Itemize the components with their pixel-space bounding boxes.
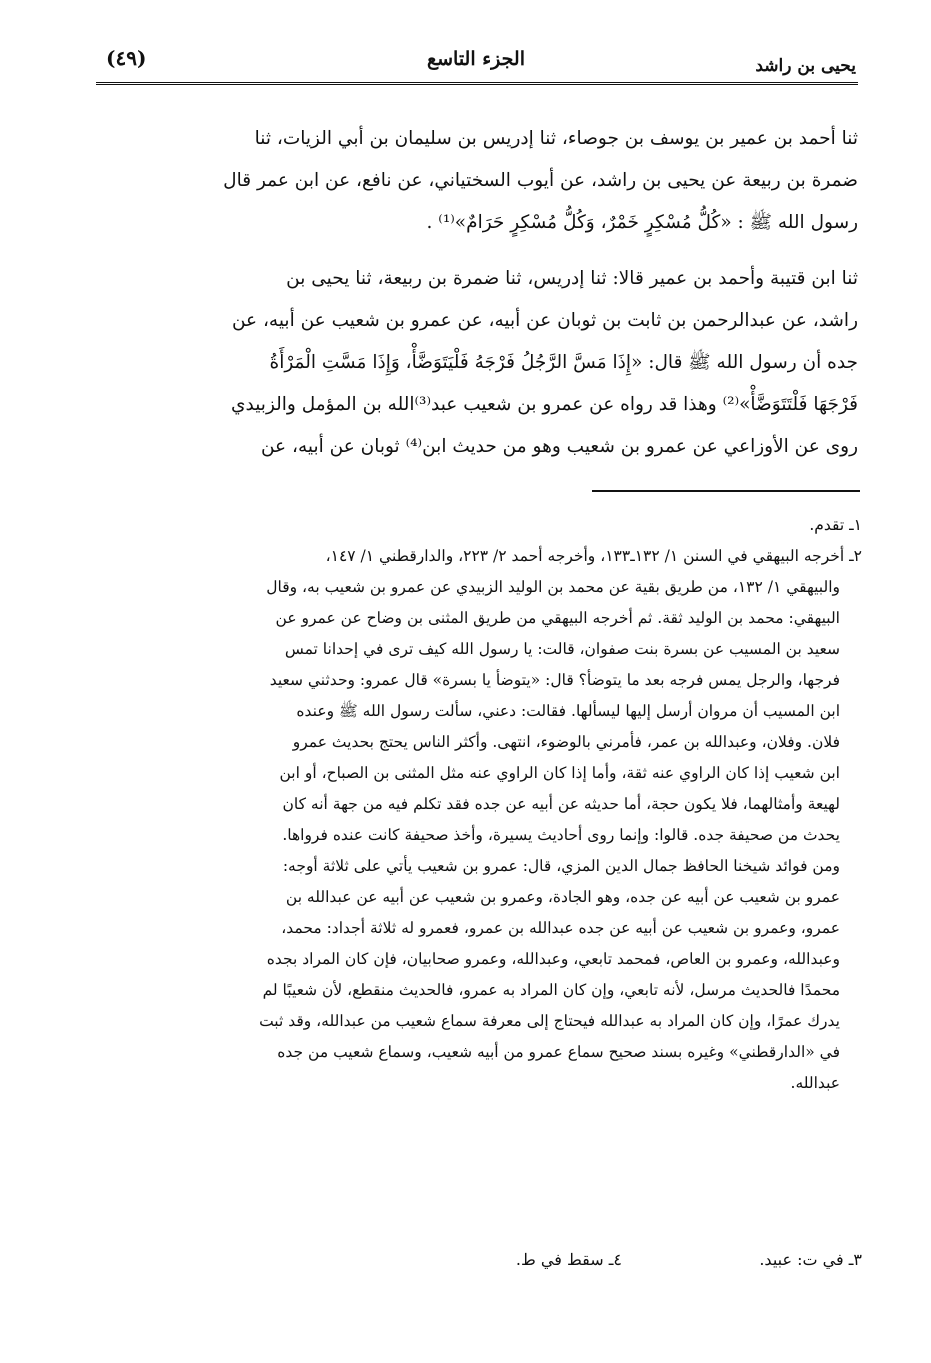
footnotes bbox=[92, 510, 862, 1099]
running-title: يحيى بن راشد bbox=[755, 56, 856, 76]
footnote-2-line: البيهقي: محمد بن الوليد ثقة. ثم أخرجه البيهقي من طريق المثنى بن وضاح عن عمرو عن bbox=[275, 609, 840, 627]
page-header bbox=[96, 42, 856, 82]
footnote-2-line: يدرك عمرًا، وإن كان المراد به عبدالله فيحتاج إلى معرفة سماع شعيب من عبدالله، وقد ثبت bbox=[259, 1012, 840, 1030]
footnote-2-line: فرجها، والرجل يمس فرجه بعد ما يتوضأ؟ قال: «يتوضأ يا بسرة» قال عمرو: وحدثني سعيد bbox=[269, 671, 840, 689]
volume-title: الجزء التاسع bbox=[427, 48, 525, 70]
footnote-2-line: عمرو بن شعيب عن أبيه عن جده، وهو الجادة، وعمرو بن شعيب عن أبيه عن عبدالله بن bbox=[285, 888, 840, 906]
header-divider bbox=[96, 82, 858, 85]
footnote-divider bbox=[592, 490, 860, 492]
footnote-2-line: في «الدارقطني» وغيره بسند صحيح سماع عمرو من أبيه شعيب، وسماع شعيب من جده bbox=[277, 1043, 840, 1061]
footnote-2-line: ٢ـ أخرجه البيهقي في السنن ١/ ١٣٢ـ١٣٣، وأخرجه أحمد ٢/ ٢٢٣، والدارقطني ١/ ١٤٧، bbox=[325, 547, 862, 565]
main-text bbox=[98, 118, 858, 468]
text-line: رسول الله ﷺ : «كُلُّ مُسْكِرٍ خَمْرٌ، وَكُلُّ مُسْكِرٍ حَرَامٌ»⁽¹⁾ . bbox=[426, 212, 858, 233]
footnote-2-line: والبيهقي ١/ ١٣٢، من طريق بقية عن محمد بن الوليد الزبيدي عن عمرو بن شعيب به، وقال bbox=[266, 578, 840, 596]
footnote-2-line: ابن المسيب أن مروان أرسل إليها ليسألها. فقالت: دعني، سألت رسول الله ﷺ وعنده bbox=[296, 702, 840, 720]
footnote-2-line: لهيعة وأمثالهما، فلا يكون حجة، أما حديثه عن أبيه عن جده فقد تكلم فيه من جهة أنه كان bbox=[282, 795, 840, 813]
footnote-1: ١ـ تقدم. bbox=[809, 516, 862, 534]
text-line: ثنا ابن قتيبة وأحمد بن عمير قالا: ثنا إدريس، ثنا ضمرة بن ربيعة، ثنا يحيى بن bbox=[286, 268, 858, 289]
bottom-footnotes bbox=[92, 1250, 862, 1280]
text-line: ثنا أحمد بن عمير بن يوسف بن جوصاء، ثنا إدريس بن سليمان بن أبي الزيات، ثنا bbox=[254, 128, 858, 149]
text-line: ضمرة بن ربيعة عن يحيى بن راشد، عن أيوب السختياني، عن نافع، عن ابن عمر قال bbox=[223, 170, 858, 191]
footnote-2-line: سعيد بن المسيب عن بسرة بنت صفوان، قالت: يا رسول الله كيف ترى في إحدانا تمس bbox=[284, 640, 840, 658]
footnote-4: ٤ـ سقط في ط. bbox=[515, 1250, 622, 1269]
footnote-2-line: ومن فوائد شيخنا الحافظ جمال الدين المزي، قال: عمرو بن شعيب يأتي على ثلاثة أوجه: bbox=[282, 857, 840, 875]
footnote-2-line: عمرو، وعمرو بن شعيب عن أبيه عن جده عبدالله بن عمرو، فعمرو له ثلاثة أجداد: محمد، bbox=[281, 919, 840, 937]
footnote-2-line: فلان. وفلان، وعبدالله بن عمر، فأمرني بالوضوء، انتهى. وأكثر الناس يحتج بحديث عمرو bbox=[292, 733, 840, 751]
text-line: روى عن الأوزاعي عن عمرو بن شعيب وهو من حديث ابن⁽⁴⁾ ثوبان عن أبيه، عن bbox=[260, 436, 858, 457]
footnote-2-line: عبدالله. bbox=[790, 1074, 840, 1092]
page-number: (٤٩) bbox=[106, 46, 147, 70]
footnote-2-line: وعبدالله، وعمرو بن العاص، فمحمد تابعي، وعبدالله، وعمرو صحابيان، فإن كان المراد بجده bbox=[266, 950, 840, 968]
text-line: فَرْجَهَا فَلْتَتَوَضَّأْ»⁽²⁾ وهذا قد رواه عن عمرو بن شعيب عبد⁽³⁾الله بن المؤمل والزبيدي bbox=[231, 394, 858, 415]
text-line: راشد، عن عبدالرحمن بن ثابت بن ثوبان عن أبيه، عن عمرو بن شعيب عن أبيه، عن bbox=[231, 310, 858, 331]
footnote-3: ٣ـ في ت: عبيد. bbox=[759, 1250, 862, 1269]
footnote-2-line: يحدث من صحيفة جده. قالوا: وإنما روى أحاديث يسيرة، وأخذ صحيفة كانت عنده فرواها. bbox=[282, 826, 840, 844]
footnote-2-line: ابن شعيب إذا كان الراوي عنه ثقة، وأما إذا كان الراوي عنه مثل المثنى بن الصباح، أو ابن bbox=[279, 764, 840, 782]
footnote-2-line: محمدًا فالحديث مرسل، لأنه تابعي، وإن كان المراد به عمرو، فالحديث منقطع، لأن شعيبًا لم bbox=[262, 981, 840, 999]
text-line: جده أن رسول الله ﷺ قال: «إِذَا مَسَّ الرَّجُلُ فَرْجَهُ فَلْيَتَوَضَّأْ، وَإِذَا مَسَّتِ الْمَرْأَةُ bbox=[269, 352, 858, 373]
